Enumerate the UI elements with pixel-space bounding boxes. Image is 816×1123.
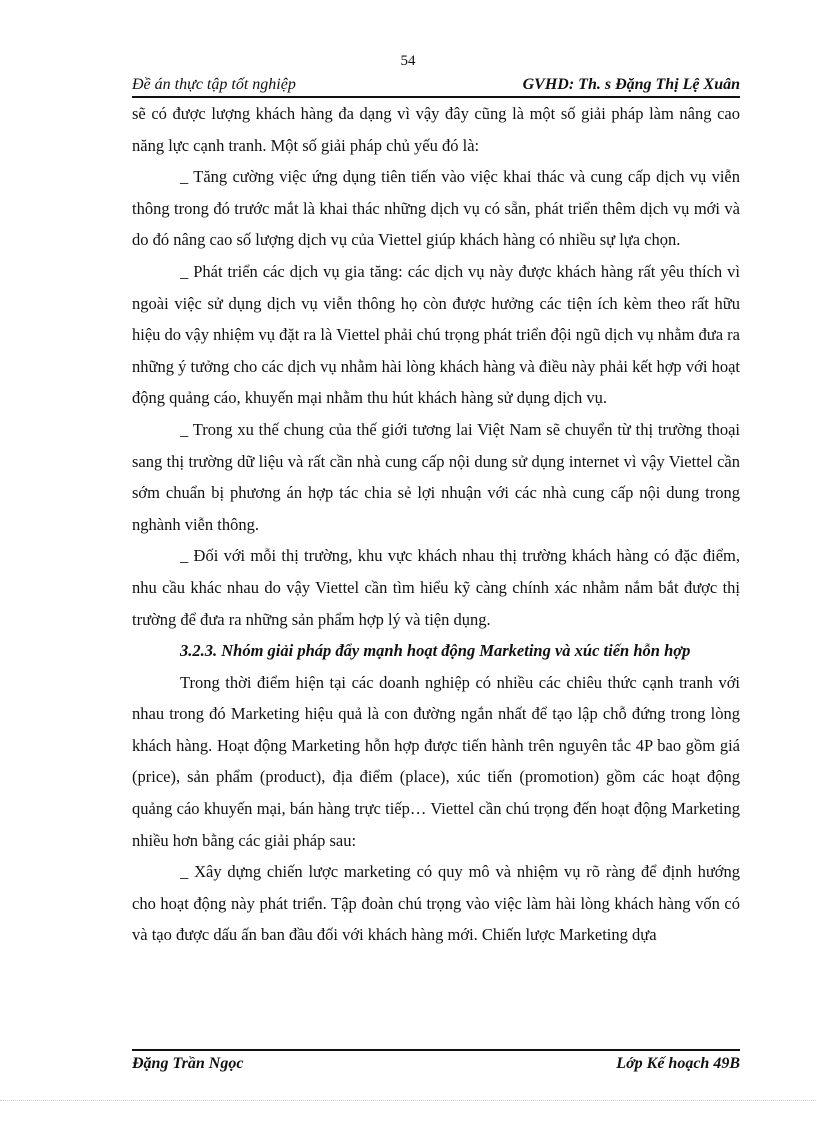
paragraph: _ Trong xu thế chung của thế giới tương lai Việt Nam sẽ chuyển từ thị trường thoại sang thị trường dữ liệu và rất cần nhà cung cấp nội dung sử dụng internet vì vậy Viettel cần sớm chuẩn bị phương án hợp tác chia sẻ lợi nhuận với các nhà cung cấp nội dung trong nghành viễn thông. xyxy=(132,419,740,534)
footer-class: Lớp Kế hoạch 49B xyxy=(616,1055,740,1072)
section-heading: 3.2.3. Nhóm giải pháp đẩy mạnh hoạt động Marketing và xúc tiến hỗn hợp xyxy=(180,641,691,661)
page-edge-divider xyxy=(0,1100,816,1101)
paragraph: _ Xây dựng chiến lược marketing có quy mô và nhiệm vụ rõ ràng để định hướng cho hoạt động này phát triển. Tập đoàn chú trọng vào việc làm hài lòng khách hàng vốn có và tạo được dấu ấn ban đầu đối với khách hàng mới. Chiến lược Marketing dựa xyxy=(132,862,740,945)
header-advisor: GVHD: Th. s Đặng Thị Lệ Xuân xyxy=(522,76,740,93)
page-footer xyxy=(132,1049,740,1073)
paragraph: sẽ có được lượng khách hàng đa dạng vì vậy đây cũng là một số giải pháp làm nâng cao năng lực cạnh tranh. Một số giải pháp chủ yếu đó là: xyxy=(132,104,740,155)
paragraph: _ Tăng cường việc ứng dụng tiên tiến vào việc khai thác và cung cấp dịch vụ viễn thông trong đó trước mắt là khai thác những dịch vụ có sẵn, phát triển thêm dịch vụ mới và do đó nâng cao số lượng dịch vụ của Viettel giúp khách hàng có nhiều sự lựa chọn. xyxy=(132,167,740,250)
paragraph: _ Phát triển các dịch vụ gia tăng: các dịch vụ này được khách hàng rất yêu thích vì ngoài việc sử dụng dịch vụ viễn thông họ còn được hưởng các tiện ích kèm theo rất hữu hiệu do vậy nhiệm vụ đặt ra là Viettel phải chú trọng phát triển đội ngũ dịch vụ nhằm đưa ra những ý tưởng cho các dịch vụ nhằm hài lòng khách hàng và điều này phải kết hợp với hoạt động quảng cáo, khuyến mại nhằm thu hút khách hàng sử dụng dịch vụ. xyxy=(132,261,740,408)
page-number: 54 xyxy=(400,53,416,69)
paragraph: Trong thời điểm hiện tại các doanh nghiệp có nhiều các chiêu thức cạnh tranh với nhau trong đó Marketing hiệu quả là con đường ngắn nhất để tạo lập chỗ đứng trong lòng khách hàng. Hoạt động Marketing hỗn hợp được tiến hành trên nguyên tắc 4P bao gồm giá (price), sản phẩm (product), địa điểm (place), xúc tiến (promotion) gồm các hoạt động quảng cáo khuyến mại, bán hàng trực tiếp… Viettel cần chú trọng đến hoạt động Marketing nhiều hơn bằng các giải pháp sau: xyxy=(132,672,740,850)
page-body xyxy=(132,98,740,951)
header-document-title: Đề án thực tập tốt nghiệp xyxy=(132,76,296,93)
paragraph: _ Đối với mỗi thị trường, khu vực khách nhau thị trường khách hàng có đặc điểm, nhu cầu khác nhau do vậy Viettel cần tìm hiểu kỹ càng chính xác nhằm nắm bắt được thị trường để đưa ra những sản phẩm hợp lý và tiện dụng. xyxy=(132,546,740,629)
footer-author: Đặng Trần Ngọc xyxy=(132,1055,244,1072)
page-header xyxy=(132,76,740,98)
